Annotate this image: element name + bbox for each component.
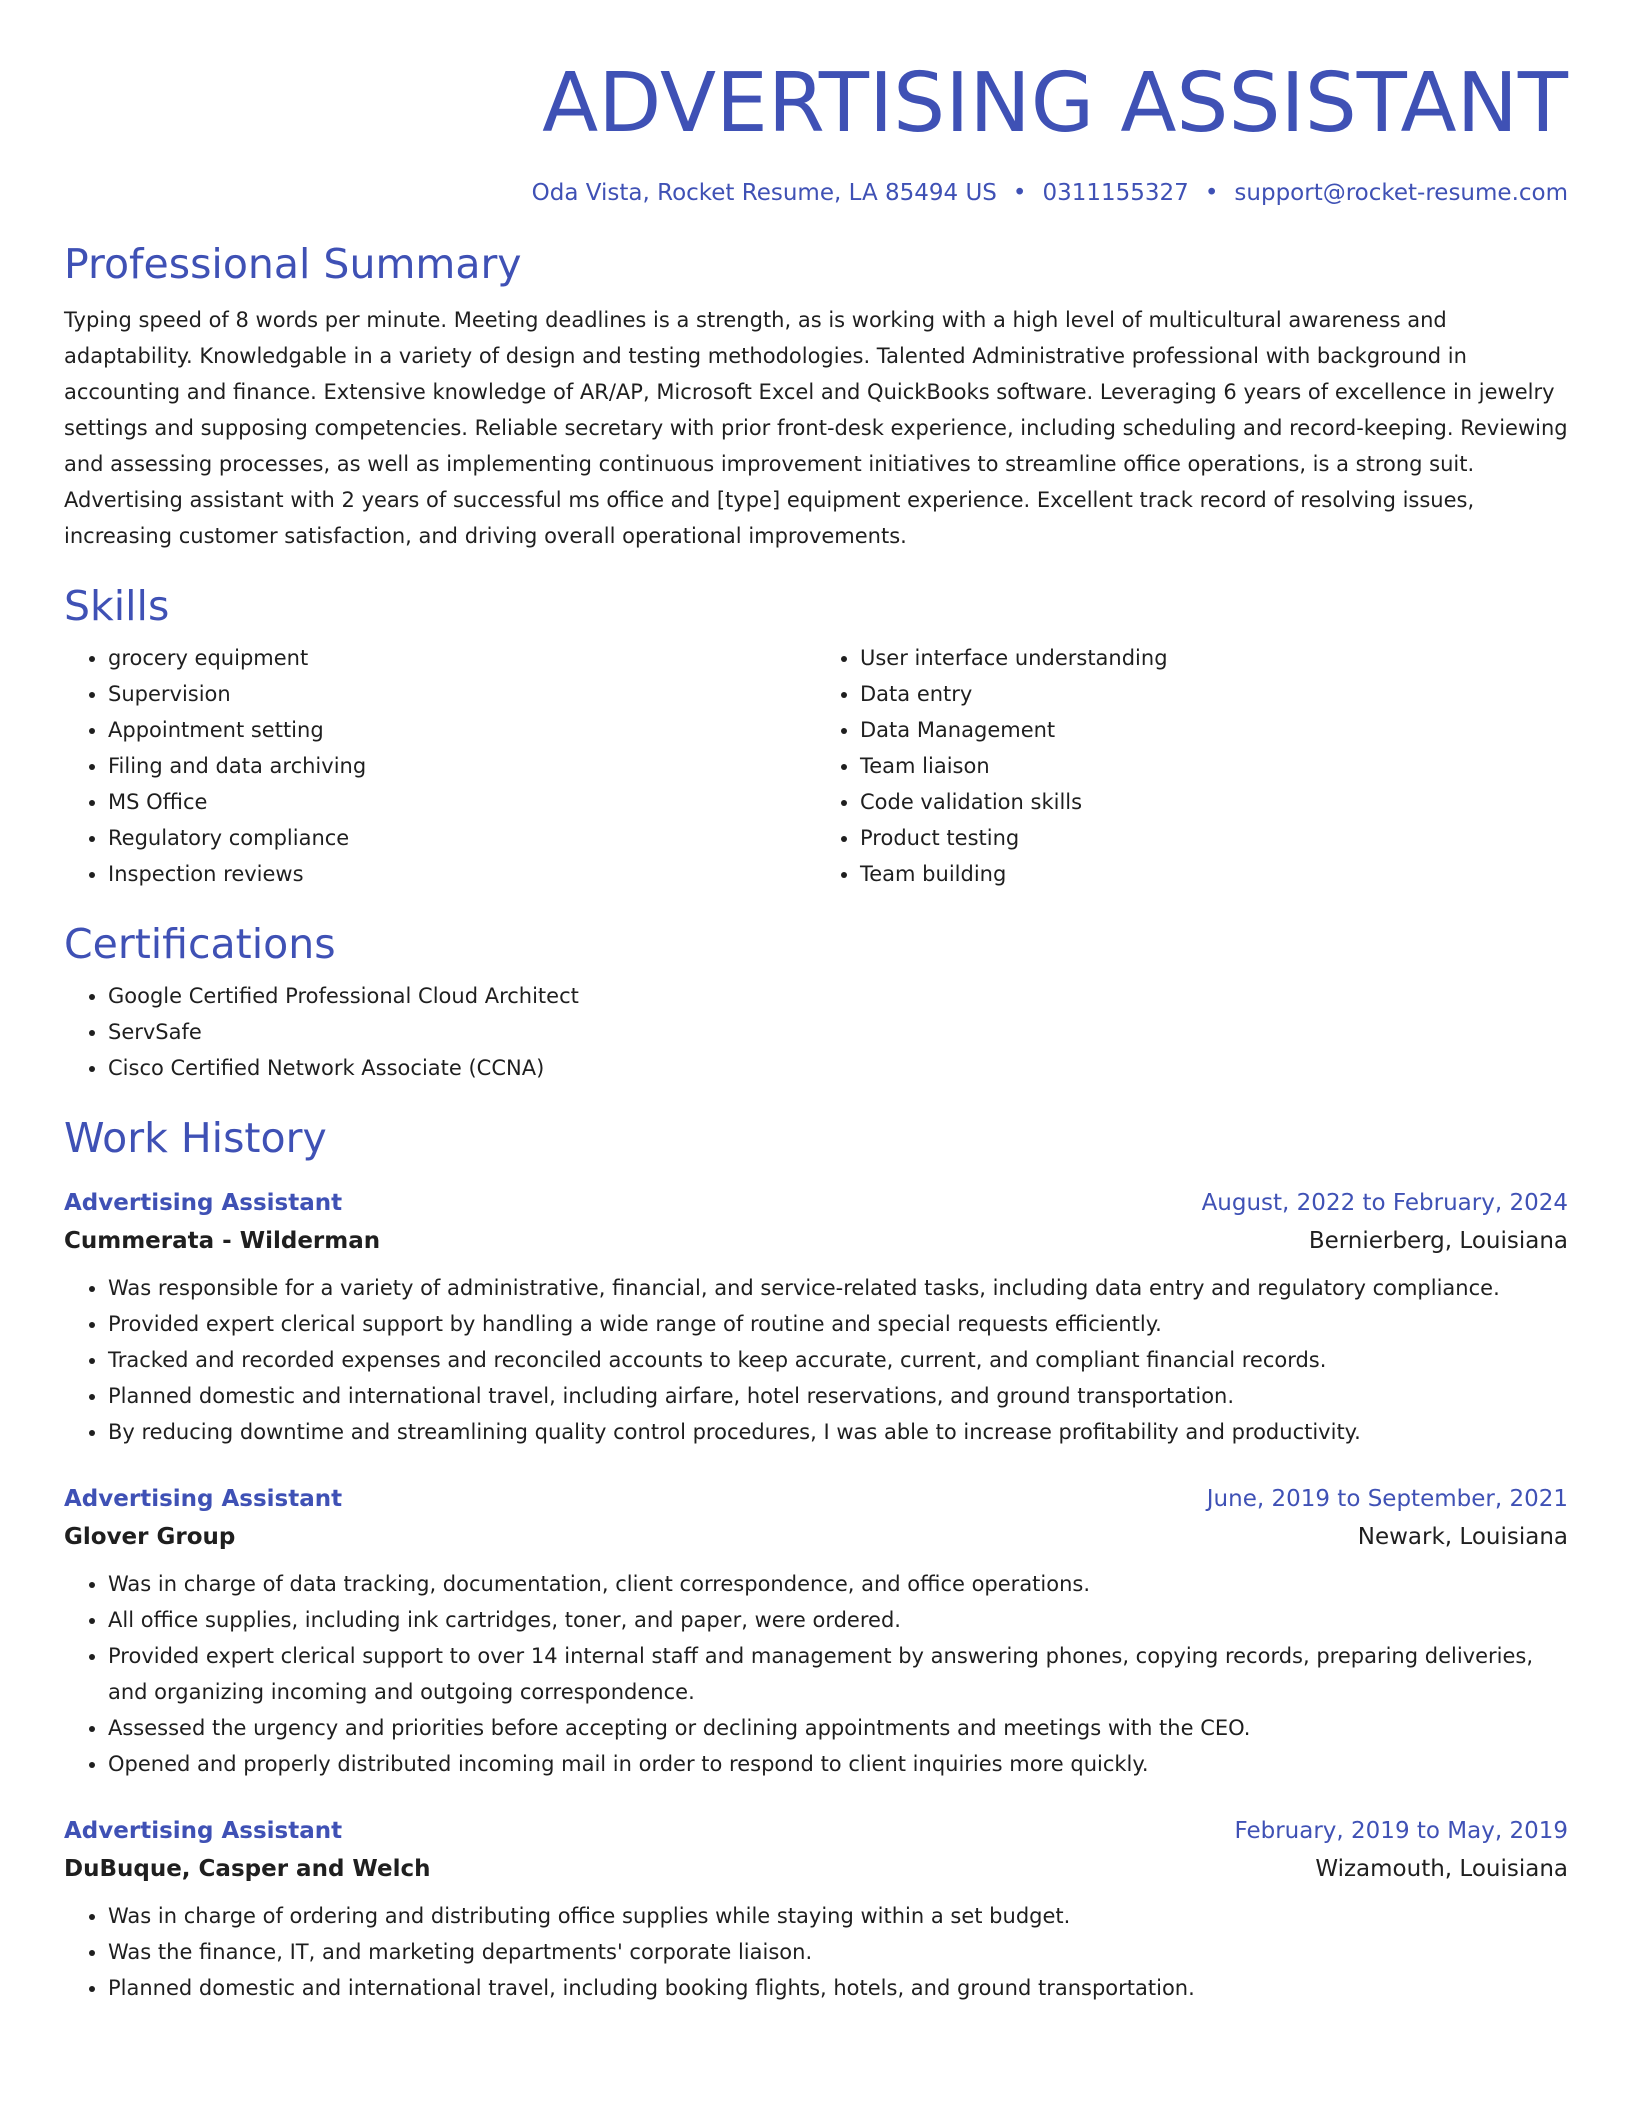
job-duty: • Provided expert clerical support to over 14 internal staff and management by answering phones, copying records, preparing deliveries, and organizing incoming and outgoing correspondence. — [108, 1638, 1568, 1710]
contact-phone: 0311155327 — [1042, 180, 1189, 206]
job-duty: • Tracked and recorded expenses and reconciled accounts to keep accurate, current, and compliant financial records. — [108, 1342, 1568, 1378]
job-location: Wizamouth, Louisiana — [1315, 1856, 1568, 1882]
skill-item: • Regulatory compliance — [108, 820, 816, 856]
job-duty: • Was responsible for a variety of administrative, financial, and service-related tasks, including data entry and regulatory compliance. — [108, 1270, 1568, 1306]
job-duty: • Was the finance, IT, and marketing departments' corporate liaison. — [108, 1934, 1568, 1970]
job-entry — [64, 1184, 1568, 1450]
job-title-row — [64, 1480, 1568, 1518]
contact-address: Oda Vista, Rocket Resume, LA 85494 US — [531, 180, 997, 206]
skills-columns — [64, 640, 1568, 892]
skill-item: • Supervision — [108, 676, 816, 712]
skills-list-left — [64, 640, 816, 892]
skill-item: • Data entry — [860, 676, 1568, 712]
job-company: Cummerata - Wilderman — [64, 1228, 381, 1254]
job-dates: August, 2022 to February, 2024 — [1201, 1190, 1568, 1216]
skill-item: • Team liaison — [860, 748, 1568, 784]
skill-item: • Code validation skills — [860, 784, 1568, 820]
job-duties-list — [64, 1270, 1568, 1450]
job-entry — [64, 1812, 1568, 2006]
certification-item: • ServSafe — [108, 1014, 1568, 1050]
job-duty: • Was in charge of ordering and distributing office supplies while staying within a set budget. — [108, 1898, 1568, 1934]
certifications-list — [64, 978, 1568, 1086]
skill-item: • MS Office — [108, 784, 816, 820]
job-dates: June, 2019 to September, 2021 — [1206, 1486, 1568, 1512]
certifications-heading: Certifications — [64, 920, 336, 968]
job-title: Advertising Assistant — [64, 1818, 343, 1844]
job-title: Advertising Assistant — [64, 1190, 343, 1216]
skill-item: • grocery equipment — [108, 640, 816, 676]
candidate-name: ADVERTISING ASSISTANT — [542, 56, 1568, 151]
job-duty: • All office supplies, including ink cartridges, toner, and paper, were ordered. — [108, 1602, 1568, 1638]
job-company-row — [64, 1518, 1568, 1556]
job-duty: • Was in charge of data tracking, documentation, client correspondence, and office operations. — [108, 1566, 1568, 1602]
skill-item: • Inspection reviews — [108, 856, 816, 892]
skills-heading: Skills — [64, 582, 170, 630]
job-title: Advertising Assistant — [64, 1486, 343, 1512]
contact-separator: • — [1012, 180, 1027, 206]
job-entry — [64, 1480, 1568, 1782]
skills-list-right — [816, 640, 1568, 892]
skill-item: • Filing and data archiving — [108, 748, 816, 784]
job-duty: • By reducing downtime and streamlining quality control procedures, I was able to increase profitability and productivity. — [108, 1414, 1568, 1450]
summary-text: Typing speed of 8 words per minute. Meeting deadlines is a strength, as is working with a high level of multicultural awareness and adaptability. Knowledgable in a variety of design and testing methodologies. Talented Administrative professional with background in accounting and finance. Extensive knowledge of AR/AP, Microsoft Excel and QuickBooks software. Leveraging 6 years of excellence in jewelry settings and supposing competencies. Reliable secretary with prior front-desk experience, including scheduling and record-keeping. Reviewing and assessing processes, as well as implementing continuous improvement initiatives to streamline office operations, is a strong suit. Advertising assistant with 2 years of successful ms office and [type] equipment experience. Excellent track record of resolving issues, increasing customer satisfaction, and driving overall operational improvements. — [64, 308, 1568, 548]
job-dates: February, 2019 to May, 2019 — [1234, 1818, 1568, 1844]
certification-item: • Cisco Certified Network Associate (CCNA) — [108, 1050, 1568, 1086]
skill-item: • Appointment setting — [108, 712, 816, 748]
job-title-row — [64, 1184, 1568, 1222]
job-duties-list — [64, 1898, 1568, 2006]
skill-item: • Team building — [860, 856, 1568, 892]
contact-line — [64, 178, 1568, 208]
job-location: Bernierberg, Louisiana — [1308, 1228, 1568, 1254]
summary-heading: Professional Summary — [64, 240, 522, 288]
job-location: Newark, Louisiana — [1357, 1524, 1568, 1550]
job-duty: • Planned domestic and international travel, including airfare, hotel reservations, and ground transportation. — [108, 1378, 1568, 1414]
resume-header — [64, 0, 1568, 208]
job-title-row — [64, 1812, 1568, 1850]
job-duties-list — [64, 1566, 1568, 1782]
skill-item: • Data Management — [860, 712, 1568, 748]
skill-item: • Product testing — [860, 820, 1568, 856]
job-duty: • Assessed the urgency and priorities before accepting or declining appointments and meetings with the CEO. — [108, 1710, 1568, 1746]
contact-email: support@rocket-resume.com — [1234, 180, 1568, 206]
job-duty: • Opened and properly distributed incoming mail in order to respond to client inquiries more quickly. — [108, 1746, 1568, 1782]
job-company-row — [64, 1222, 1568, 1260]
contact-separator: • — [1204, 180, 1219, 206]
skill-item: • User interface understanding — [860, 640, 1568, 676]
job-duty: • Planned domestic and international travel, including booking flights, hotels, and ground transportation. — [108, 1970, 1568, 2006]
job-duty: • Provided expert clerical support by handling a wide range of routine and special requests efficiently. — [108, 1306, 1568, 1342]
job-company-row — [64, 1850, 1568, 1888]
job-company: Glover Group — [64, 1524, 236, 1550]
certification-item: • Google Certified Professional Cloud Architect — [108, 978, 1568, 1014]
work-history-heading: Work History — [64, 1114, 327, 1162]
job-company: DuBuque, Casper and Welch — [64, 1856, 431, 1882]
